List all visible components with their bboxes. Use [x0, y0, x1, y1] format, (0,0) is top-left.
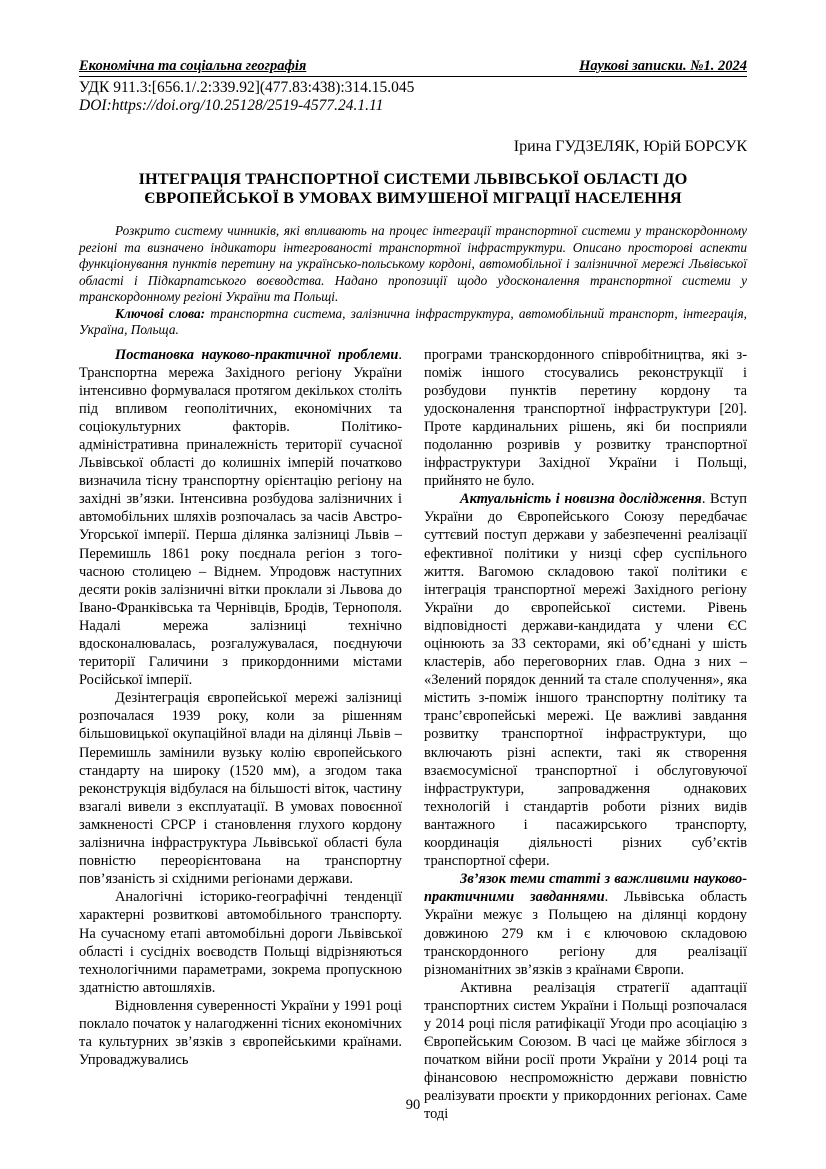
paragraph-text: . Вступ України до Європейського Союзу передбачає суттєвий поступ держави у забезпеченні реалізації ефективної політики у низці сфер суспільного життя. Вагомою складовою такої політики є інтеграція транспортної мережі Західного регіону України до європейської системи. Рівень відповідності держави-кандидата у члени ЄС оцінюють за 33 секторами, які об’єднані у шість кластерів, або переговорних глав. Одна з них – «Зелений порядок денний та стале сполучення», яка містить з-поміж іншого транспортну політику та транс’європейські мережі. Це важливі завдання розвитку транспортної інфраструктури, що включають різні аспекти, такі як створення взаємосумісної транспортної і обслуговуючої інфраструктури, запровадження однакових технологій і стандартів роботи різних видів вантажного і пасажирського транспорту, координація діяльності різних суб’єктів транспортної сфери.: [424, 491, 747, 870]
paragraph-text: . Львівська область України межує з Польщею на ділянці кордону довжиною 279 км і є ключовою складовою транскордонного регіону для реалізації різноманітних зв’язків з країнами Європи.: [424, 889, 747, 978]
abstract: Розкрито систему чинників, які впливають на процес інтеграції транспортної системи у транскордонному регіоні та визначено індикатори інтегрованості транспортної інфраструктури. Описано просторові аспекти функціонування пунктів перетину на українсько-польському кордоні, автомобільної і залізничної мережі Львівської області і Підкарпатського воєводства. Надано пропозиції щодо удосконалення транспортної системи у транскордонному регіоні України та Польщі.: [79, 223, 747, 304]
right-column: [424, 346, 747, 1124]
running-header: [79, 58, 747, 77]
article-meta: [79, 79, 747, 115]
page-number: 90: [405, 1097, 421, 1113]
paragraph: Аналогічні історико-географічні тенденції характерні розвиткові автомобільного транспорту. На сучасному етапі автомобільні дороги Львівської області і сусідніх воєводств Польщі відрізняються технологічними параметрами, зокрема пропускною здатністю автошляхів.: [79, 889, 402, 996]
keywords-label: Ключові слова:: [115, 305, 206, 321]
section-heading: Постановка науково-практичної проблеми: [115, 346, 399, 363]
article-title: ІНТЕГРАЦІЯ ТРАНСПОРТНОЇ СИСТЕМИ ЛЬВІВСЬКОЇ ОБЛАСТІ ДО ЄВРОПЕЙСЬКОЇ В УМОВАХ ВИМУШЕНОЇ МІГРАЦІЇ НАСЕЛЕННЯ: [138, 169, 688, 207]
keywords-text: транспортна система, залізнична інфраструктура, автомобільний транспорт, інтеграція, Україна, Польща.: [79, 305, 747, 337]
paragraph: Відновлення суверенності України у 1991 році поклало початок у налагодженні тісних економічних та культурних зв’язків з європейськими країнами. Упроваджувались: [79, 997, 402, 1069]
paragraph: [424, 870, 747, 979]
body-columns: [79, 346, 747, 1124]
paragraph: [424, 490, 747, 870]
paragraph: [79, 346, 402, 690]
paragraph: Активна реалізація стратегії адаптації транспортних систем України і Польщі розпочалася у 2014 році після ратифікації Угоди про асоціацію з Європейським Союзом. В часі це майже збіглося з початком війни росії проти України у 2014 році та фінансовою неспроможністю держави повністю реалізувати проєкти у прикордонних регіонах. Саме тоді: [424, 979, 747, 1123]
section-heading: Актуальність і новизна дослідження: [460, 491, 702, 508]
keywords: [79, 306, 747, 339]
paragraph: програми транскордонного співробітництва, які з-поміж іншого стосувались реконструкції і розбудови пунктів перетину кордону та удосконалення транспортної інфраструктури [20]. Проте кардинальних рішень, які би посприяли подоланню розривів у розвитку транспортної інфраструктури Західної України і Польщі, прийнято не було.: [424, 346, 747, 490]
paragraph: Дезінтеграція європейської мережі залізниці розпочалася 1939 року, коли за рішенням більшовицької окупаційної влади на ділянці Львів – Перемишль замінили вузьку колію європейського стандарту на широку (1520 мм), а згодом така реконструкція відбулася на більшості віток, частину взагалі вивели з експлуатації. В умовах повоєнної замкненості СРСР і становлення глухого кордону залізнична інфраструктура Львівської області була повністю переорієнтована на транспортну пов’язаність зі східними регіонами держави.: [79, 690, 402, 888]
doi-link[interactable]: DOI:https://doi.org/10.25128/2519-4577.24.1.11: [79, 97, 384, 114]
left-column: [79, 346, 402, 1124]
header-section: Економічна та соціальна географія: [79, 58, 307, 74]
udk-code: УДК 911.3:[656.1/.2:339.92](477.83:438):314.15.045: [79, 79, 415, 96]
article-page: [79, 58, 747, 1124]
section-heading: Зв’язок теми статті з важливими науково-практичними завданнями: [424, 871, 747, 906]
authors: Ірина ГУДЗЕЛЯК, Юрій БОРСУК: [513, 138, 747, 155]
paragraph-text: . Транспортна мережа Західного регіону України інтенсивно формувалася протягом декількох століть під впливом геополітичних, економічних та соціокультурних факторів. Політико-адміністративна приналежність території сучасної Львівської області до колишніх імперій початково визначила тісну транспортну орієнтацію регіону на західні зв’язки. Інтенсивна розбудова залізничних і автомобільних шляхів розпочалась за часів Австро-Угорської імперії. Перша ділянка залізниці Львів – Перемишль 1861 року поєднала регіон з того-часною столицею – Віднем. Упродовж наступних десяти років залізничні вітки проклали зі Львова до Івано-Франківська та Чернівців, Бродів, Тернополя. Надалі мережа залізниці технічно вдосконалювалась, розгалужувалася, поєднуючи території Галичини з прикордонними містами Російської імперії.: [79, 346, 402, 689]
header-journal: Наукові записки. №1. 2024: [579, 58, 747, 74]
